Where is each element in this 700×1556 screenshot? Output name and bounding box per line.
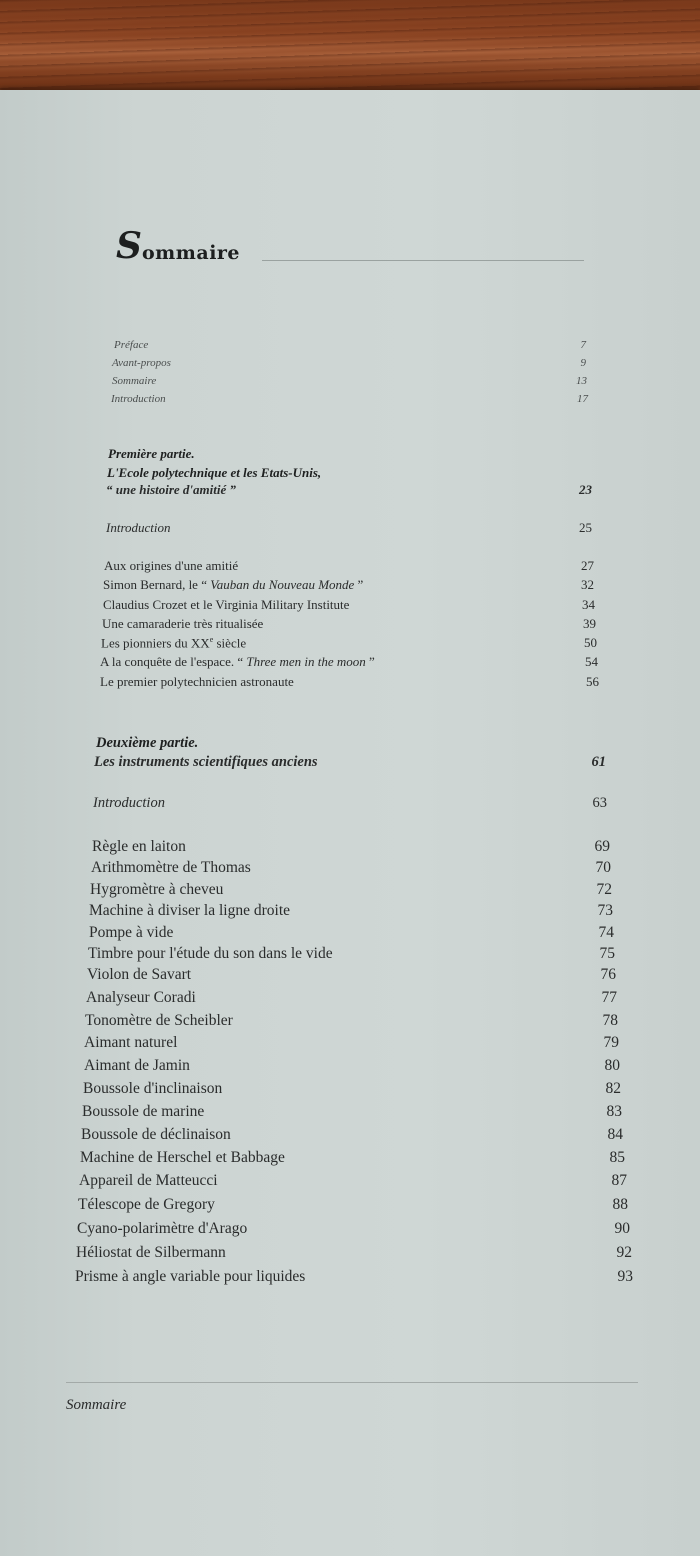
toc-entry: Tonomètre de Scheibler 78 (85, 1012, 618, 1029)
part-2-introduction: Introduction 63 (93, 795, 607, 811)
part-1-heading: Première partie. (108, 446, 195, 461)
toc-entry: Aimant naturel 79 (84, 1034, 619, 1051)
book-page (0, 90, 700, 1556)
part-1-introduction: Introduction 25 (106, 520, 592, 535)
toc-entry: Claudius Crozet et le Virginia Military Institute 34 (103, 597, 595, 612)
toc-entry: Timbre pour l'étude du son dans le vide 75 (88, 945, 615, 962)
toc-entry: Machine à diviser la ligne droite 73 (89, 902, 613, 919)
toc-entry: Simon Bernard, le “ Vauban du Nouveau Monde ” 32 (103, 577, 594, 592)
title-rule (262, 260, 584, 261)
toc-entry: Cyano-polarimètre d'Arago 90 (77, 1220, 630, 1237)
toc-entry: Le premier polytechnicien astronaute 56 (100, 674, 599, 689)
toc-entry: A la conquête de l'espace. “ Three men in the moon ” 54 (100, 654, 598, 669)
toc-front-matter-item: Avant-propos 9 (112, 357, 586, 369)
footer-rule (66, 1382, 638, 1383)
toc-entry: Machine de Herschel et Babbage 85 (80, 1149, 625, 1166)
title-rest: ommaire (142, 242, 241, 264)
toc-entry: Télescope de Gregory 88 (78, 1196, 628, 1213)
toc-front-matter-item: Introduction 17 (111, 393, 588, 405)
toc-entry: Analyseur Coradi 77 (86, 989, 617, 1006)
toc-entry: Appareil de Matteucci 87 (79, 1172, 627, 1189)
toc-entry: Règle en laiton 69 (92, 838, 610, 855)
part-1-subtitle: “ une histoire d'amitié ” 23 (106, 482, 592, 497)
toc-entry: Aux origines d'une amitié 27 (104, 558, 594, 573)
toc-front-matter-item: Sommaire 13 (112, 375, 587, 387)
toc-entry: Pompe à vide 74 (89, 924, 614, 941)
toc-entry: Aimant de Jamin 80 (84, 1057, 620, 1074)
toc-entry: Hygromètre à cheveu 72 (90, 881, 612, 898)
toc-entry: Boussole d'inclinaison 82 (83, 1080, 621, 1097)
toc-entry: Boussole de marine 83 (82, 1103, 622, 1120)
toc-entry: Violon de Savart 76 (87, 966, 616, 983)
part-2-heading: Deuxième partie. (96, 735, 199, 751)
toc-entry: Les pionniers du XXe siècle 50 (101, 635, 597, 651)
part-2-title: Les instruments scientifiques anciens 61 (94, 754, 606, 770)
toc-entry: Une camaraderie très ritualisée 39 (102, 616, 596, 631)
toc-entry: Héliostat de Silbermann 92 (76, 1244, 632, 1261)
part-1-title: L'Ecole polytechnique et les Etats-Unis, (107, 465, 322, 480)
title-drop-cap: S (116, 225, 142, 267)
toc-entry: Prisme à angle variable pour liquides 93 (75, 1268, 633, 1285)
toc-entry: Boussole de déclinaison 84 (81, 1126, 623, 1143)
wooden-table-background (0, 0, 700, 96)
toc-entry: Arithmomètre de Thomas 70 (91, 859, 611, 876)
running-footer: Sommaire (66, 1397, 127, 1413)
toc-front-matter-item: Préface 7 (114, 339, 586, 351)
